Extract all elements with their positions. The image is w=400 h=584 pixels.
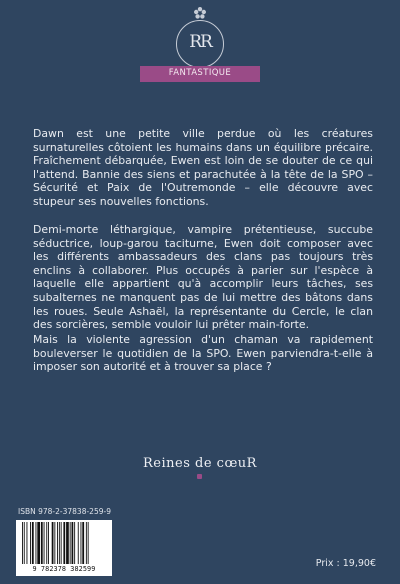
flower-icon [193,6,207,20]
barcode-digits: 9 782378 382599 [32,565,96,573]
brand-dot [197,474,202,479]
blurb-paragraph-2: Demi-morte léthargique, vampire prétentieuse, succube séductrice, loup-garou taciturne, Ewen doit composer avec les différents ambassadeurs des clans pas toujours très enclins à collaborer. Plus occupés à parier sur l'espèce à laquelle elle appartient qu'à accomplir leurs tâches, ses subalternes ne manquent pas de lui mettre des bâtons dans les roues. Seule Ashaël, la représentante du Cercle, le clan des sorcières, semble vouloir lui prêter main-forte. [33,223,373,332]
logo-letters: RR [189,32,211,52]
genre-label: FANTASTIQUE [168,68,232,78]
publisher-logo [168,6,232,72]
barcode-bars [18,522,110,564]
barcode [16,520,112,576]
isbn-text: ISBN 978-2-37838-259-9 [18,507,111,516]
publisher-brand: Reines de cœuR [143,456,257,471]
blurb-paragraph-1: Dawn est une petite ville perdue où les créatures surnaturelles côtoient les humains dans un équilibre précaire. Fraîchement débarquée, Ewen est loin de se douter de ce qui l'attend. Bannie des siens et parachutée à la tête de la SPO – Sécurité et Paix de l'Outremonde – elle découvre avec stupeur ses nouvelles fonctions. [33,127,373,208]
price: Prix : 19,90€ [315,558,376,569]
blurb-paragraph-3: Mais la violente agression d'un chaman va rapidement bouleverser le quotidien de la SPO. Ewen parviendra-t-elle à imposer son autorité et à trouver sa place ? [33,333,373,374]
